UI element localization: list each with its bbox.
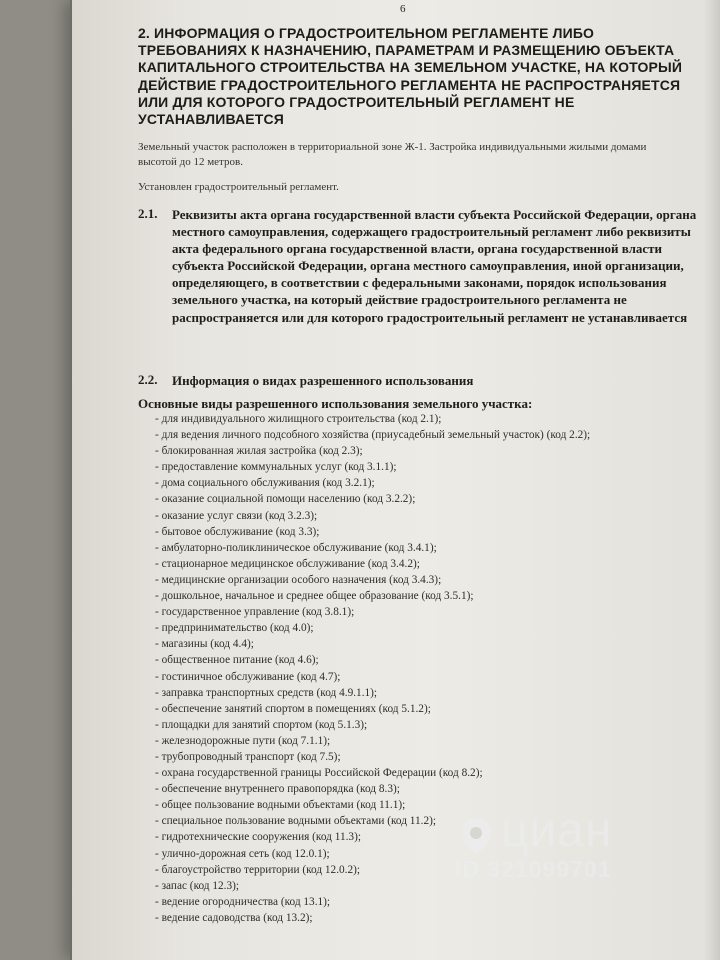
use-list-item: - площадки для занятий спортом (код 5.1.3); (155, 718, 368, 731)
use-list-item: - предпринимательство (код 4.0); (155, 622, 314, 635)
use-list-item: - предоставление коммунальных услуг (код 3.1.1); (155, 461, 397, 474)
use-list-item: - для ведения личного подсобного хозяйства (приусадебный земельный участок) (код 2.2); (155, 429, 591, 442)
watermark-brand: циан (501, 804, 613, 857)
section-2-2-heading: Информация о видах разрешенного использования (172, 373, 474, 388)
use-list-item: - для индивидуального жилищного строительства (код 2.1); (155, 413, 442, 425)
section-2-1-heading: Реквизиты акта органа государственной власти субъекта Российской Федерации, органа местного самоуправления, содержащего градостроительный регламент либо реквизиты акта федерального органа государственной власти, органа государственной власти субъекта Российской Федерации, органа местного самоуправления, иной организации, определяющего, в соответствии с федеральными законами, порядок использования земельного участка, на который действие градостроительного регламента не распространяется или для которого градостроительный регламент не устанавливается (172, 207, 697, 325)
use-list-item: - железнодорожные пути (код 7.1.1); (155, 734, 331, 747)
use-list-item: - блокированная жилая застройка (код 2.3); (155, 445, 363, 458)
section-2-1-number: 2.1. (138, 206, 158, 221)
use-list-item: - оказание социальной помощи населению (код 3.2.2); (155, 493, 416, 506)
use-list-item: - магазины (код 4.4); (155, 638, 254, 651)
use-list-item: - заправка транспортных средств (код 4.9.1.1); (155, 686, 378, 699)
use-list-item: - дошкольное, начальное и среднее общее образование (код 3.5.1); (155, 590, 474, 603)
use-list-item: - трубопроводный транспорт (код 7.5); (155, 750, 341, 763)
use-list-item: - охрана государственной границы Российской Федерации (код 8.2); (155, 767, 483, 780)
page-shadow (704, 0, 720, 960)
use-list-item: - государственное управление (код 3.8.1); (155, 606, 355, 619)
use-list-item: - обеспечение внутреннего правопорядка (код 8.3); (155, 783, 400, 796)
use-list-item: - благоустройство территории (код 12.0.2); (155, 863, 361, 876)
use-list-item: - улично-дорожная сеть (код 12.0.1); (155, 847, 330, 860)
page-edge (70, 0, 72, 960)
page-number: 6 (400, 3, 406, 15)
section-2-title: 2. ИНФОРМАЦИЯ О ГРАДОСТРОИТЕЛЬНОМ РЕГЛАМЕНТЕ ЛИБО ТРЕБОВАНИЯХ К НАЗНАЧЕНИЮ, ПАРАМЕТРАМ И РАЗМЕЩЕНИЮ ОБЪЕКТА КАПИТАЛЬНОГО СТРОИТЕЛЬСТВА НА ЗЕМЕЛЬНОМ УЧАСТКЕ, НА КОТОРЫЙ ДЕЙСТВИЕ ГРАДОСТРОИТЕЛЬНОГО РЕГЛАМЕНТА НЕ РАСПРОСТРАНЯЕТСЯ ИЛИ ДЛЯ КОТОРОГО ГРАДОСТРОИТЕЛЬНЫЙ РЕГЛАМЕНТ НЕ УСТАНАВЛИВАЕТСЯ (138, 25, 683, 128)
use-list-item: - дома социального обслуживания (код 3.2.1); (155, 477, 375, 490)
use-list-item: - обеспечение занятий спортом в помещениях (код 5.1.2); (155, 702, 431, 715)
regulation-status-text: Установлен градостроительный регламент. (138, 181, 339, 193)
main-uses-list (155, 411, 675, 926)
use-list-item: - стационарное медицинское обслуживание (код 3.4.2); (155, 557, 420, 570)
use-list-item: - оказание услуг связи (код 3.2.3); (155, 509, 318, 522)
section-2-2-number: 2.2. (138, 372, 158, 387)
use-list-item: - амбулаторно-поликлиническое обслуживание (код 3.4.1); (155, 541, 437, 554)
use-list-item: - специальное пользование водными объектами (код 11.2); (155, 815, 437, 828)
use-list-item: - ведение огородничества (код 13.1); (155, 895, 331, 908)
use-list-item: - бытовое обслуживание (код 3.3); (155, 525, 320, 538)
use-list-item: - общее пользование водными объектами (код 11.1); (155, 799, 406, 812)
watermark-id: ID 321099701 (455, 856, 612, 882)
main-uses-title: Основные виды разрешенного использования земельного участка: (138, 396, 533, 411)
use-list-item: - общественное питание (код 4.6); (155, 654, 319, 667)
territorial-zone-text: Земельный участок расположен в территориальной зоне Ж-1. Застройка индивидуальными жилыми домами высотой до 12 метров. (138, 141, 647, 168)
use-list-item: - гостиничное обслуживание (код 4.7); (155, 670, 341, 683)
use-list-item: - запас (код 12.3); (155, 879, 240, 892)
use-list-item: - ведение садоводства (код 13.2); (155, 911, 313, 924)
use-list-item: - медицинские организации особого назначения (код 3.4.3); (155, 573, 442, 586)
use-list-item: - гидротехнические сооружения (код 11.3); (155, 831, 361, 844)
